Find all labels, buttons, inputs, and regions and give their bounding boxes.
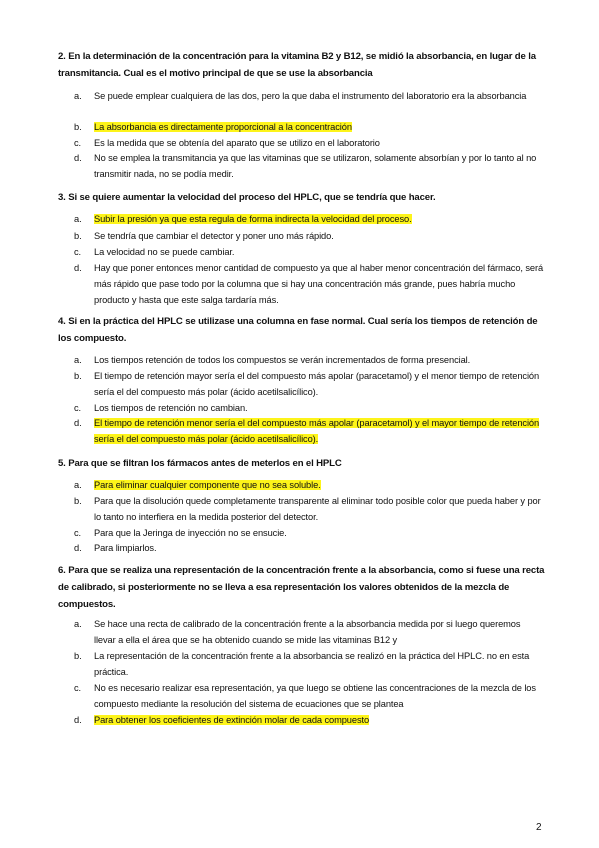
question-3-option-c bbox=[74, 244, 544, 260]
option-letter: b. bbox=[74, 231, 82, 241]
option-text: Los tiempos de retención no cambian. bbox=[94, 403, 248, 413]
highlighted-answer-text: Subir la presión ya que esta regula de forma indirecta la velocidad del proceso. bbox=[94, 214, 412, 224]
question-5-title: 5. Para que se filtran los fármacos antes de meterlos en el HPLC bbox=[58, 458, 342, 469]
option-letter: b. bbox=[74, 651, 82, 661]
question-4-option-b bbox=[74, 368, 544, 400]
question-6-option-b bbox=[74, 648, 544, 680]
option-text: Se hace una recta de calibrado de la concentración frente a la absorbancia medida por si luego queremos llevar a ella el área que se ha obtenido cuando se mide las vitaminas B12 y bbox=[94, 619, 521, 645]
option-letter: d. bbox=[74, 263, 82, 273]
option-letter: c. bbox=[74, 247, 82, 257]
question-2-option-d bbox=[74, 150, 544, 182]
option-letter: a. bbox=[74, 214, 82, 224]
question-3-title: 3. Si se quiere aumentar la velocidad del proceso del HPLC, que se tendría que hacer. bbox=[58, 192, 436, 203]
option-letter: d. bbox=[74, 543, 82, 553]
option-letter: c. bbox=[74, 528, 82, 538]
highlighted-answer-text: Para obtener los coeficientes de extinción molar de cada compuesto bbox=[94, 715, 370, 725]
option-letter: d. bbox=[74, 153, 82, 163]
question-4-title: 4. Si en la práctica del HPLC se utilizase una columna en fase normal. Cual sería los tiempos de retención de los compuesto. bbox=[58, 316, 538, 344]
option-text: La velocidad no se puede cambiar. bbox=[94, 247, 235, 257]
option-text: Para que la Jeringa de inyección no se ensucie. bbox=[94, 528, 287, 538]
question-3-option-b bbox=[74, 228, 544, 244]
option-text: Se puede emplear cualquiera de las dos, pero la que daba el instrumento del laboratorio era la absorbancia bbox=[94, 91, 527, 101]
option-letter: d. bbox=[74, 418, 82, 428]
option-text: No es necesario realizar esa representación, ya que luego se obtiene las concentraciones de la mezcla de los compuesto mediante la resolución del sistema de ecuaciones que se plantea bbox=[94, 683, 536, 709]
question-2-option-c bbox=[74, 135, 544, 151]
question-5-option-c bbox=[74, 525, 544, 541]
question-6-option-a bbox=[74, 616, 544, 648]
question-6-title: 6. Para que se realiza una representación de la concentración frente a la absorbancia, como si fuese una recta de calibrado, si posteriormente no se lleva a esa representación los valores obtenidos de la mezcla de compuestos. bbox=[58, 565, 545, 610]
question-3-option-a bbox=[74, 211, 544, 227]
option-letter: b. bbox=[74, 496, 82, 506]
option-letter: c. bbox=[74, 683, 82, 693]
question-6-option-d bbox=[74, 712, 544, 728]
option-text: Hay que poner entonces menor cantidad de compuesto ya que al haber menor concentración del fármaco, será más rápido que pase todo por la columna que si hay una concentración más grande, pues habría mucho producto y hasta que este salga tardaría más. bbox=[94, 263, 544, 305]
page-number: 2 bbox=[536, 822, 542, 833]
option-letter: b. bbox=[74, 371, 82, 381]
highlighted-answer-text: El tiempo de retención menor sería el del compuesto más apolar (paracetamol) y el mayor tiempo de retención sería el del compuesto más polar (ácido acetilsalicílico). bbox=[94, 418, 540, 444]
highlighted-answer-text: La absorbancia es directamente proporcional a la concentración bbox=[94, 122, 352, 132]
option-text: Se tendría que cambiar el detector y poner uno más rápido. bbox=[94, 231, 334, 241]
option-text: Para limpiarlos. bbox=[94, 543, 157, 553]
question-4-option-a bbox=[74, 352, 544, 368]
option-text: Es la medida que se obtenía del aparato que se utilizo en el laboratorio bbox=[94, 138, 380, 148]
option-letter: b. bbox=[74, 122, 82, 132]
question-6-option-c bbox=[74, 680, 544, 712]
question-5-option-d bbox=[74, 540, 544, 556]
option-letter: a. bbox=[74, 355, 82, 365]
option-letter: a. bbox=[74, 619, 82, 629]
option-text: Para que la disolución quede completamente transparente al eliminar todo posible color que pueda haber y por lo tanto no interfiera en la medida posterior del detector. bbox=[94, 496, 541, 522]
question-2-option-a bbox=[74, 88, 544, 104]
option-letter: c. bbox=[74, 403, 82, 413]
option-text: No se emplea la transmitancia ya que las vitaminas que se utilizaron, solamente absorbían y por lo tanto al no transmitir nada, no se podía medir. bbox=[94, 153, 537, 179]
question-5-option-b bbox=[74, 493, 544, 525]
option-letter: a. bbox=[74, 480, 82, 490]
option-letter: a. bbox=[74, 91, 82, 101]
question-5-option-a bbox=[74, 477, 544, 493]
option-text: La representación de la concentración frente a la absorbancia se realizó en la práctica del HPLC. no en esta práctica. bbox=[94, 651, 530, 677]
question-4-option-d bbox=[74, 415, 544, 447]
question-2-option-b bbox=[74, 119, 544, 135]
option-letter: d. bbox=[74, 715, 82, 725]
question-3-option-d bbox=[74, 260, 544, 308]
option-text: El tiempo de retención mayor sería el del compuesto más apolar (paracetamol) y el menor tiempo de retención sería el del compuesto más polar (ácido acetilsalicílico). bbox=[94, 371, 540, 397]
question-2-title: 2. En la determinación de la concentración para la vitamina B2 y B12, se midió la absorbancia, en lugar de la transmitancia. Cual es el motivo principal de que se use la absorbancia bbox=[58, 51, 536, 79]
highlighted-answer-text: Para eliminar cualquier componente que no sea soluble. bbox=[94, 480, 321, 490]
option-text: Los tiempos retención de todos los compuestos se verán incrementados de forma presencial. bbox=[94, 355, 471, 365]
question-4-option-c bbox=[74, 400, 544, 416]
option-letter: c. bbox=[74, 138, 82, 148]
